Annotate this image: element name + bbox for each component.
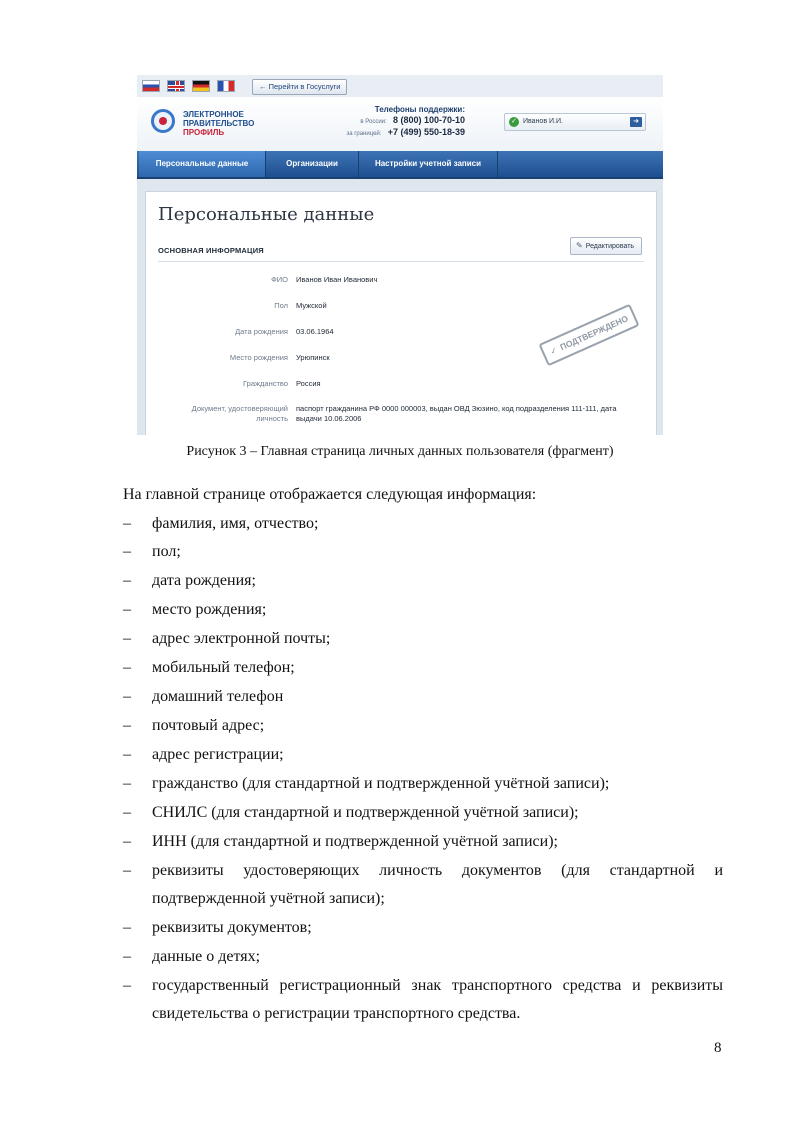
list-dash: – [123,630,131,647]
personal-data-panel [145,191,657,435]
edit-button[interactable] [570,237,642,255]
edit-button-label: Редактировать [585,243,635,250]
list-dash: – [123,746,131,763]
list-dash: – [123,804,131,821]
section-divider [158,261,644,262]
logout-icon[interactable]: ➜ [630,117,642,127]
list-item-text: почтовый адрес; [152,717,265,734]
logo-line-3: ПРОФИЛЬ [183,128,225,137]
list-item-text: адрес регистрации; [152,746,284,763]
birth-date-label: Дата рождения [235,327,288,336]
gender-value: Мужской [296,301,327,310]
list-dash: – [123,717,131,734]
check-icon: ✓ [509,117,519,127]
list-dash: – [123,862,131,879]
list-dash: – [123,515,131,532]
id-document-value-line-2: выдачи 10.06.2006 [296,414,362,423]
list-dash: – [123,543,131,560]
user-name: Иванов И.И. [523,118,563,125]
list-dash: – [123,948,131,965]
figure-caption: Рисунок 3 – Главная страница личных данных пользователя (фрагмент) [186,444,614,459]
citizenship-value: Россия [296,379,321,388]
list-item-text: адрес электронной почты; [152,630,331,647]
tab-account-settings[interactable]: Настройки учетной записи [359,151,498,177]
gender-label: Пол [274,301,288,310]
site-header [137,97,663,151]
logo-line-1: ЭЛЕКТРОННОЕ [183,110,244,119]
checkmark-icon: ✓ [548,344,559,357]
language-bar [137,75,663,97]
birth-place-label: Место рождения [229,353,288,362]
list-dash: – [123,977,131,994]
french-flag-icon[interactable] [217,80,235,92]
emblem-icon [151,109,175,133]
birth-place-value: Урюпинск [296,353,330,362]
section-title: ОСНОВНАЯ ИНФОРМАЦИЯ [158,246,264,255]
russian-flag-icon[interactable] [142,80,160,92]
list-dash: – [123,572,131,589]
list-item-text: мобильный телефон; [152,659,295,676]
pencil-icon: ✎ [576,241,583,250]
list-item-text: домашний телефон [152,688,284,705]
list-item-text: подтвержденной учётной записи); [152,890,385,907]
list-item-text: свидетельства о регистрации транспортного средства. [152,1005,521,1022]
site-logo[interactable] [183,110,254,137]
tab-personal-data[interactable]: Персональные данные [139,151,266,177]
page-number: 8 [714,1040,722,1056]
birth-date-value: 03.06.1964 [296,327,334,336]
stamp-label: ПОДТВЕРЖДЕНО [558,313,630,353]
list-dash: – [123,659,131,676]
goto-gosuslugi-button[interactable]: ← Перейти в Госуслуги [252,79,347,95]
list-item-text: реквизиты документов; [152,919,312,936]
abroad-phone-label: за границей: [346,131,382,137]
tab-organizations[interactable]: Организации [266,151,359,177]
list-item-text: фамилия, имя, отчество; [152,515,319,532]
user-box[interactable] [504,113,646,131]
list-dash: – [123,833,131,850]
page-title: Персональные данные [158,204,375,225]
id-document-label-line-1: Документ, удостоверяющий [191,404,288,413]
citizenship-label: Гражданство [243,379,288,388]
id-document-value-line-1: паспорт гражданина РФ 0000 000003, выдан ОВД Зюзино, код подразделения 111-111, дата [296,404,617,413]
list-item-text: пол; [152,543,181,560]
id-document-label-line-2: личность [256,414,288,423]
fio-value: Иванов Иван Иванович [296,275,378,284]
list-item-text: данные о детях; [152,948,261,965]
russia-phone-label: в России: [360,119,387,125]
german-flag-icon[interactable] [192,80,210,92]
list-item-text: ИНН (для стандартной и подтвержденной учётной записи); [152,833,558,850]
russia-phone: 8 (800) 100-70-10 [392,115,465,125]
intro-paragraph: На главной странице отображается следующая информация: [123,486,537,503]
list-item-text: место рождения; [152,601,267,618]
uk-flag-icon[interactable] [167,80,185,92]
list-dash: – [123,601,131,618]
list-dash: – [123,688,131,705]
list-item-text: реквизиты удостоверяющих личность документов (для стандартной и [152,862,723,879]
logo-line-2: ПРАВИТЕЛЬСТВО [183,119,255,128]
main-nav [137,151,663,179]
list-item-text: государственный регистрационный знак транспортного средства и реквизиты [152,977,723,994]
list-dash: – [123,919,131,936]
list-item-text: СНИЛС (для стандартной и подтвержденной учётной записи); [152,804,579,821]
list-dash: – [123,775,131,792]
support-title: Телефоны поддержки: [374,105,465,114]
list-item-text: гражданство (для стандартной и подтвержденной учётной записи); [152,775,610,792]
profile-screenshot [137,75,663,435]
support-phones [317,105,465,139]
abroad-phone: +7 (499) 550-18-39 [387,127,465,137]
fio-label: ФИО [271,275,288,284]
list-item-text: дата рождения; [152,572,256,589]
